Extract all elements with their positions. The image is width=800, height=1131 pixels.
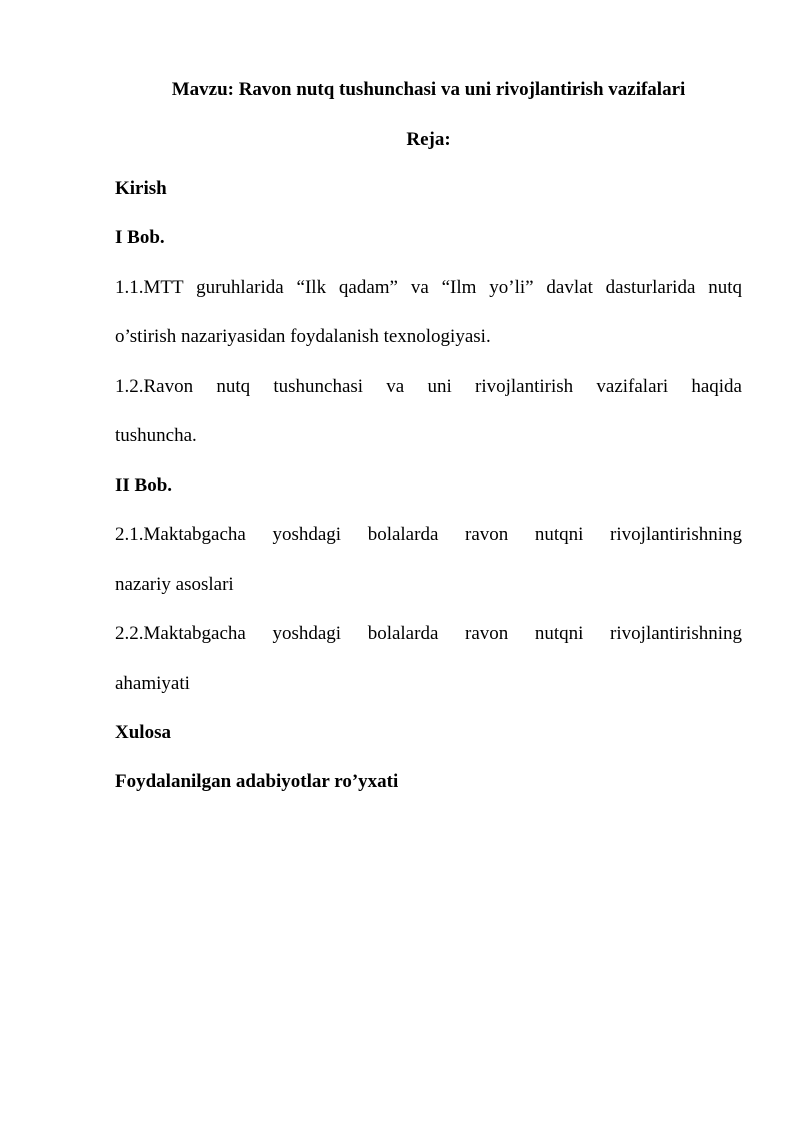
conclusion-heading: Xulosa: [115, 722, 171, 743]
chapter-1-item-1-line-2: o’stirish nazariyasidan foydalanish texnologiyasi.: [115, 326, 491, 347]
chapter-1-item-1-line-1: 1.1.MTT guruhlarida “Ilk qadam” va “Ilm yo’li” davlat dasturlarida nutq: [115, 277, 742, 298]
chapter-2-item-2-line-2: ahamiyati: [115, 673, 190, 694]
chapter-2-item-1-line-2: nazariy asoslari: [115, 574, 234, 595]
plan-heading: Reja:: [406, 129, 451, 150]
chapter-1-item-2-line-1: 1.2.Ravon nutq tushunchasi va uni rivojlantirish vazifalari haqida: [115, 376, 742, 397]
chapter-2-item-1-line-1: 2.1.Maktabgacha yoshdagi bolalarda ravon nutqni rivojlantirishning: [115, 524, 742, 545]
chapter-1-item-2-line-2: tushuncha.: [115, 425, 197, 446]
chapter-1-heading: I Bob.: [115, 227, 165, 248]
document-title: Mavzu: Ravon nutq tushunchasi va uni rivojlantirish vazifalari: [171, 79, 686, 100]
chapter-2-heading: II Bob.: [115, 475, 173, 496]
chapter-2-item-2-line-1: 2.2.Maktabgacha yoshdagi bolalarda ravon nutqni rivojlantirishning: [115, 623, 742, 644]
references-heading: Foydalanilgan adabiyotlar ro’yxati: [115, 771, 399, 792]
intro-heading: Kirish: [115, 178, 167, 199]
